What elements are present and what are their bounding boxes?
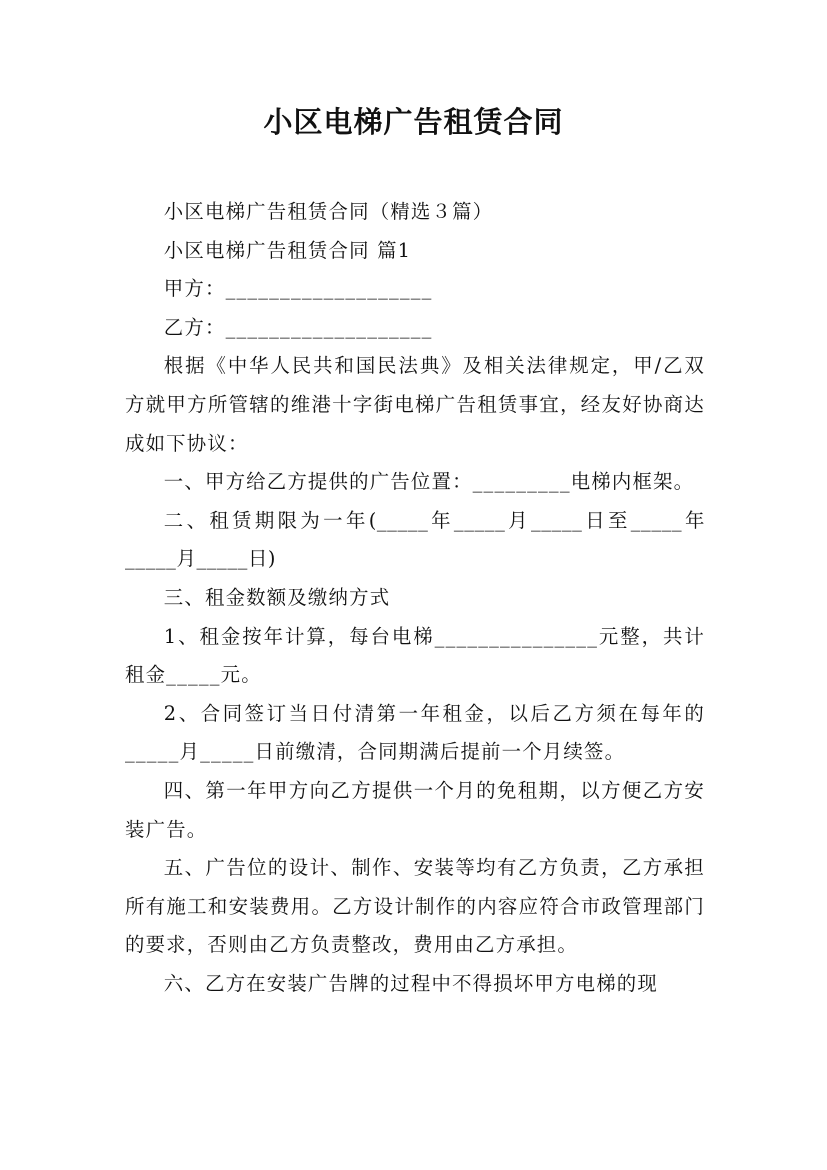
clause-3-heading: 三、租金数额及缴纳方式 bbox=[163, 585, 391, 609]
section-heading-paragraph: 小区电梯广告租赁合同 篇1 bbox=[163, 238, 412, 262]
clause-5-paragraph: 五、广告位的设计、制作、安装等均有乙方负责，乙方承担所有施工和安装费用。乙方设计制作的内容应符合市政管理部门的要求，否则由乙方负责整改，费用由乙方承担。 bbox=[125, 856, 705, 957]
preamble-paragraph: 根据《中华人民共和国民法典》及相关法律规定，甲/乙双方就甲方所管辖的维港十字街电梯广告租赁事宜，经友好协商达成如下协议： bbox=[125, 354, 705, 455]
subtitle-paragraph: 小区电梯广告租赁合同（精选３篇） bbox=[163, 200, 494, 223]
party-a-line: 甲方：___________________ bbox=[163, 277, 433, 301]
clause-3-item-2: 2、合同签订当日付清第一年租金，以后乙方须在每年的_____月_____日前缴清，合同期满后提前一个月续签。 bbox=[125, 701, 705, 764]
clause-1-paragraph: 一、甲方给乙方提供的广告位置：_________电梯内框架。 bbox=[163, 470, 695, 494]
clause-4-paragraph: 四、第一年甲方向乙方提供一个月的免租期，以方便乙方安装广告。 bbox=[125, 778, 705, 841]
document-body bbox=[125, 193, 705, 1003]
clause-3-item-1: 1、租金按年计算，每台电梯_______________元整，共计租金_____元。 bbox=[125, 624, 705, 687]
document-title: 小区电梯广告租赁合同 bbox=[263, 105, 564, 139]
party-b-line: 乙方：___________________ bbox=[163, 315, 433, 339]
clause-6-paragraph: 六、乙方在安装广告牌的过程中不得损坏甲方电梯的现 bbox=[163, 971, 658, 995]
clause-2-paragraph: 二、租赁期限为一年(_____年_____月_____日至_____年_____月_____日) bbox=[125, 508, 705, 571]
